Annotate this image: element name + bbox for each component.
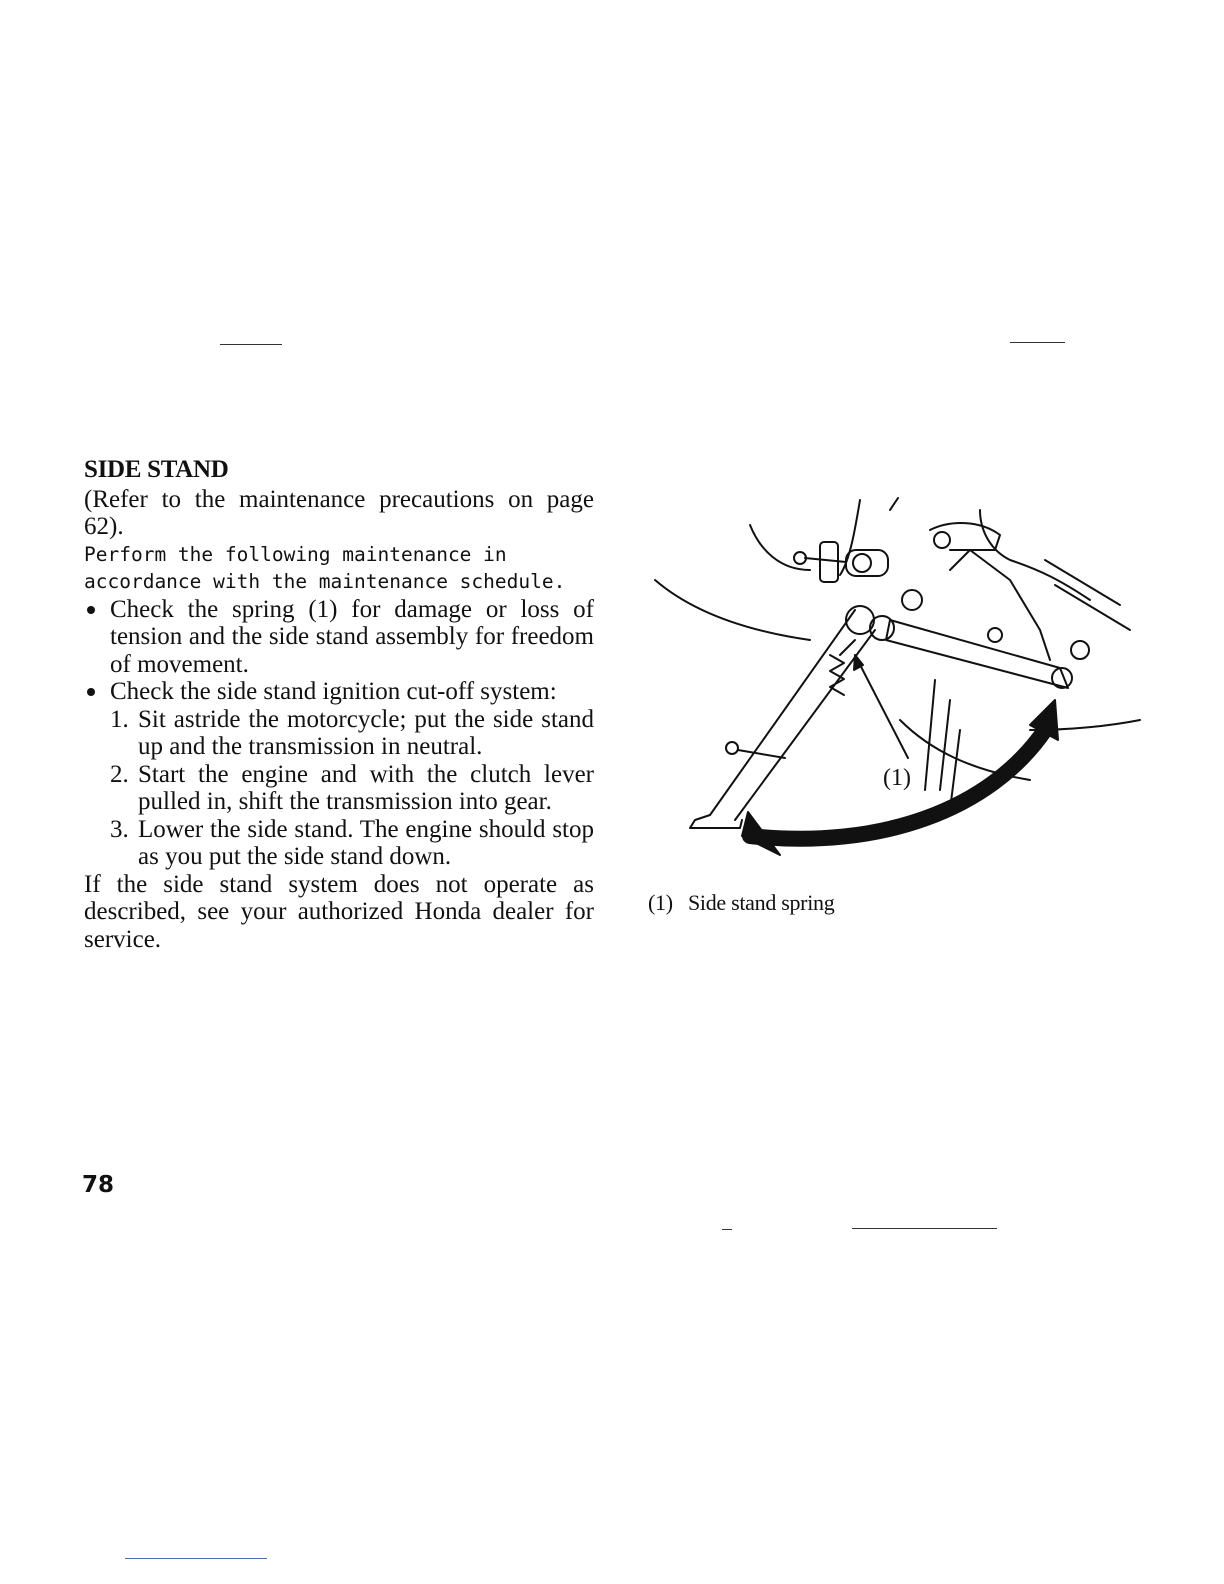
bullet-text: Check the spring (1) for damage or loss of tension and the side stand assembly for freedom of movement.	[110, 595, 594, 678]
footer-rule-tick	[722, 1229, 732, 1230]
step-number: 3.	[110, 815, 129, 843]
list-item	[84, 596, 594, 679]
step-text: Sit astride the motorcycle; put the side stand up and the transmission in neutral.	[138, 705, 594, 760]
callout-label: (1)	[883, 765, 911, 791]
closing-text: If the side stand system does not operate as described, see your authorized Honda dealer for service.	[84, 870, 594, 953]
caption-text: Side stand spring	[687, 890, 835, 915]
footer-rule-right	[852, 1228, 997, 1229]
instruction-text: Perform the following maintenance in accordance with the maintenance schedule.	[84, 542, 566, 593]
list-item	[84, 761, 594, 816]
header-rule-left	[220, 344, 282, 345]
step-number: 1.	[110, 705, 129, 733]
step-list	[84, 706, 594, 871]
check-list	[84, 596, 594, 706]
step-text: Lower the side stand. The engine should stop as you put the side stand down.	[138, 815, 594, 870]
side-stand-illustration	[650, 490, 1150, 860]
side-stand-section	[84, 456, 594, 953]
list-item	[84, 678, 594, 706]
header-rule-right	[1010, 342, 1065, 343]
bullet-icon	[87, 688, 95, 696]
list-item	[84, 816, 594, 871]
bullet-text: Check the side stand ignition cut-off system:	[110, 678, 557, 705]
figure-caption	[648, 890, 834, 916]
caption-number: (1)	[648, 890, 673, 915]
bullet-icon	[87, 606, 95, 614]
intro-text: (Refer to the maintenance precautions on page 62).	[84, 485, 594, 540]
step-text: Start the engine and with the clutch lever pulled in, shift the transmission into gear.	[138, 760, 594, 815]
list-item	[84, 706, 594, 761]
bottom-edge-rule	[125, 1558, 267, 1559]
step-number: 2.	[110, 760, 129, 788]
section-title: SIDE STAND	[84, 456, 229, 483]
page-number: 78	[82, 1172, 115, 1198]
